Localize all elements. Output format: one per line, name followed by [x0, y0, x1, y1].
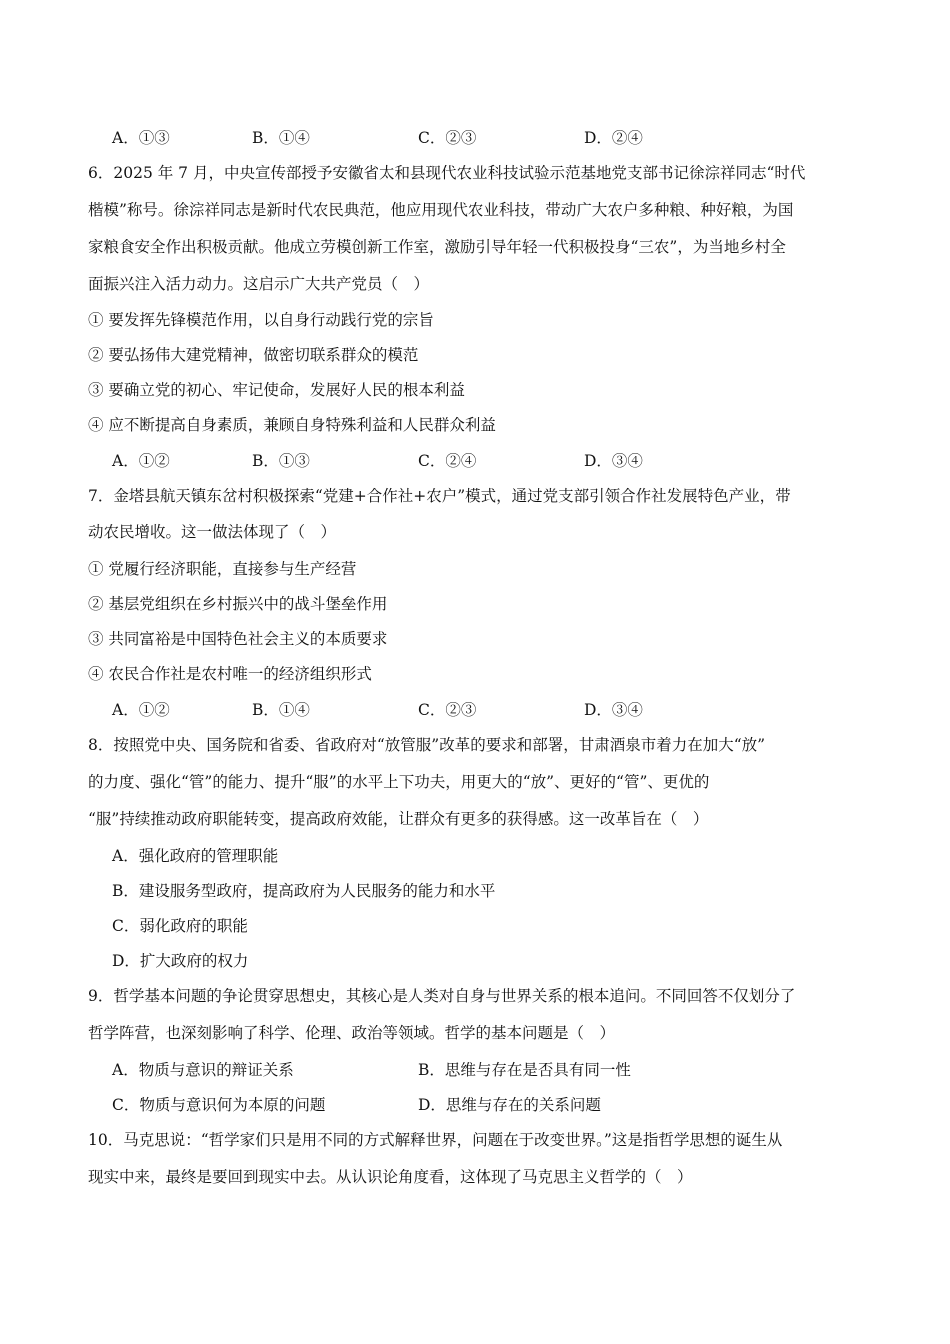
q9-option-c[interactable]: C．物质与意识何为本原的问题	[112, 1096, 326, 1114]
q6-option-d[interactable]: D．③④	[584, 452, 643, 470]
q6-stem-line-2: 楷模”称号。徐淙祥同志是新时代农民典范，他应用现代农业科技，带动广大农户多种粮、种好粮，为国	[88, 201, 794, 219]
q6-item-2: ② 要弘扬伟大建党精神，做密切联系群众的模范	[88, 346, 419, 364]
q6-stem-line-1: 6．2025 年 7 月，中央宣传部授予安徽省太和县现代农业科技试验示范基地党支部书记徐淙祥同志“时代	[88, 164, 806, 182]
q7-option-a[interactable]: A．①②	[112, 701, 170, 719]
q10-stem-line-1: 10．马克思说：“哲学家们只是用不同的方式解释世界，问题在于改变世界。”这是指哲学思想的诞生从	[88, 1131, 783, 1149]
q9-option-d[interactable]: D．思维与存在的关系问题	[418, 1096, 601, 1114]
q7-option-b[interactable]: B．①④	[252, 701, 310, 719]
q6-option-a[interactable]: A．①②	[112, 452, 170, 470]
q6-item-3: ③ 要确立党的初心、牢记使命，发展好人民的根本利益	[88, 381, 465, 399]
q10-stem-line-2: 现实中来，最终是要回到现实中去。从认识论角度看，这体现了马克思主义哲学的（ ）	[88, 1168, 693, 1186]
q5-option-a[interactable]: A．①③	[112, 129, 170, 147]
q7-option-d[interactable]: D．③④	[584, 701, 643, 719]
q8-stem-line-2: 的力度、强化“管”的能力、提升“服”的水平上下功夫，用更大的“放”、更好的“管”、更优的	[88, 773, 710, 791]
q7-stem-line-2: 动农民增收。这一做法体现了（ ）	[88, 523, 337, 541]
q7-stem-line-1: 7．金塔县航天镇东岔村积极探索“党建+合作社+农户”模式，通过党支部引领合作社发展特色产业，带	[88, 487, 791, 505]
q8-stem-line-3: “服”持续推动政府职能转变，提高政府效能，让群众有更多的获得感。这一改革旨在（ ）	[88, 810, 709, 828]
q9-option-a[interactable]: A．物质与意识的辩证关系	[112, 1061, 294, 1079]
q6-item-4: ④ 应不断提高自身素质，兼顾自身特殊利益和人民群众利益	[88, 416, 496, 434]
q6-stem-line-3: 家粮食安全作出积极贡献。他成立劳模创新工作室，激励引导年轻一代积极投身“三农”，为当地乡村全	[88, 238, 786, 256]
q5-option-d[interactable]: D．②④	[584, 129, 643, 147]
q8-stem-line-1: 8．按照党中央、国务院和省委、省政府对“放管服”改革的要求和部署，甘肃酒泉市着力在加大“放”	[88, 736, 766, 754]
q9-option-b[interactable]: B．思维与存在是否具有同一性	[418, 1061, 631, 1079]
q9-stem-line-2: 哲学阵营，也深刻影响了科学、伦理、政治等领域。哲学的基本问题是（ ）	[88, 1024, 616, 1042]
q6-stem-line-4: 面振兴注入活力动力。这启示广大共产党员（ ）	[88, 275, 430, 293]
q7-option-c[interactable]: C．②③	[418, 701, 477, 719]
q8-option-b[interactable]: B．建设服务型政府，提高政府为人民服务的能力和水平	[112, 882, 496, 900]
q5-option-b[interactable]: B．①④	[252, 129, 310, 147]
q8-option-c[interactable]: C．弱化政府的职能	[112, 917, 248, 935]
q7-item-3: ③ 共同富裕是中国特色社会主义的本质要求	[88, 630, 388, 648]
q7-item-2: ② 基层党组织在乡村振兴中的战斗堡垒作用	[88, 595, 388, 613]
q5-option-c[interactable]: C．②③	[418, 129, 477, 147]
q6-option-c[interactable]: C．②④	[418, 452, 477, 470]
q6-option-b[interactable]: B．①③	[252, 452, 310, 470]
q7-item-4: ④ 农民合作社是农村唯一的经济组织形式	[88, 665, 372, 683]
q6-item-1: ① 要发挥先锋模范作用，以自身行动践行党的宗旨	[88, 311, 434, 329]
q7-item-1: ① 党履行经济职能，直接参与生产经营	[88, 560, 357, 578]
q8-option-a[interactable]: A．强化政府的管理职能	[112, 847, 279, 865]
q9-stem-line-1: 9．哲学基本问题的争论贯穿思想史，其核心是人类对自身与世界关系的根本追问。不同回答不仅划分了	[88, 987, 796, 1005]
q8-option-d[interactable]: D．扩大政府的权力	[112, 952, 249, 970]
